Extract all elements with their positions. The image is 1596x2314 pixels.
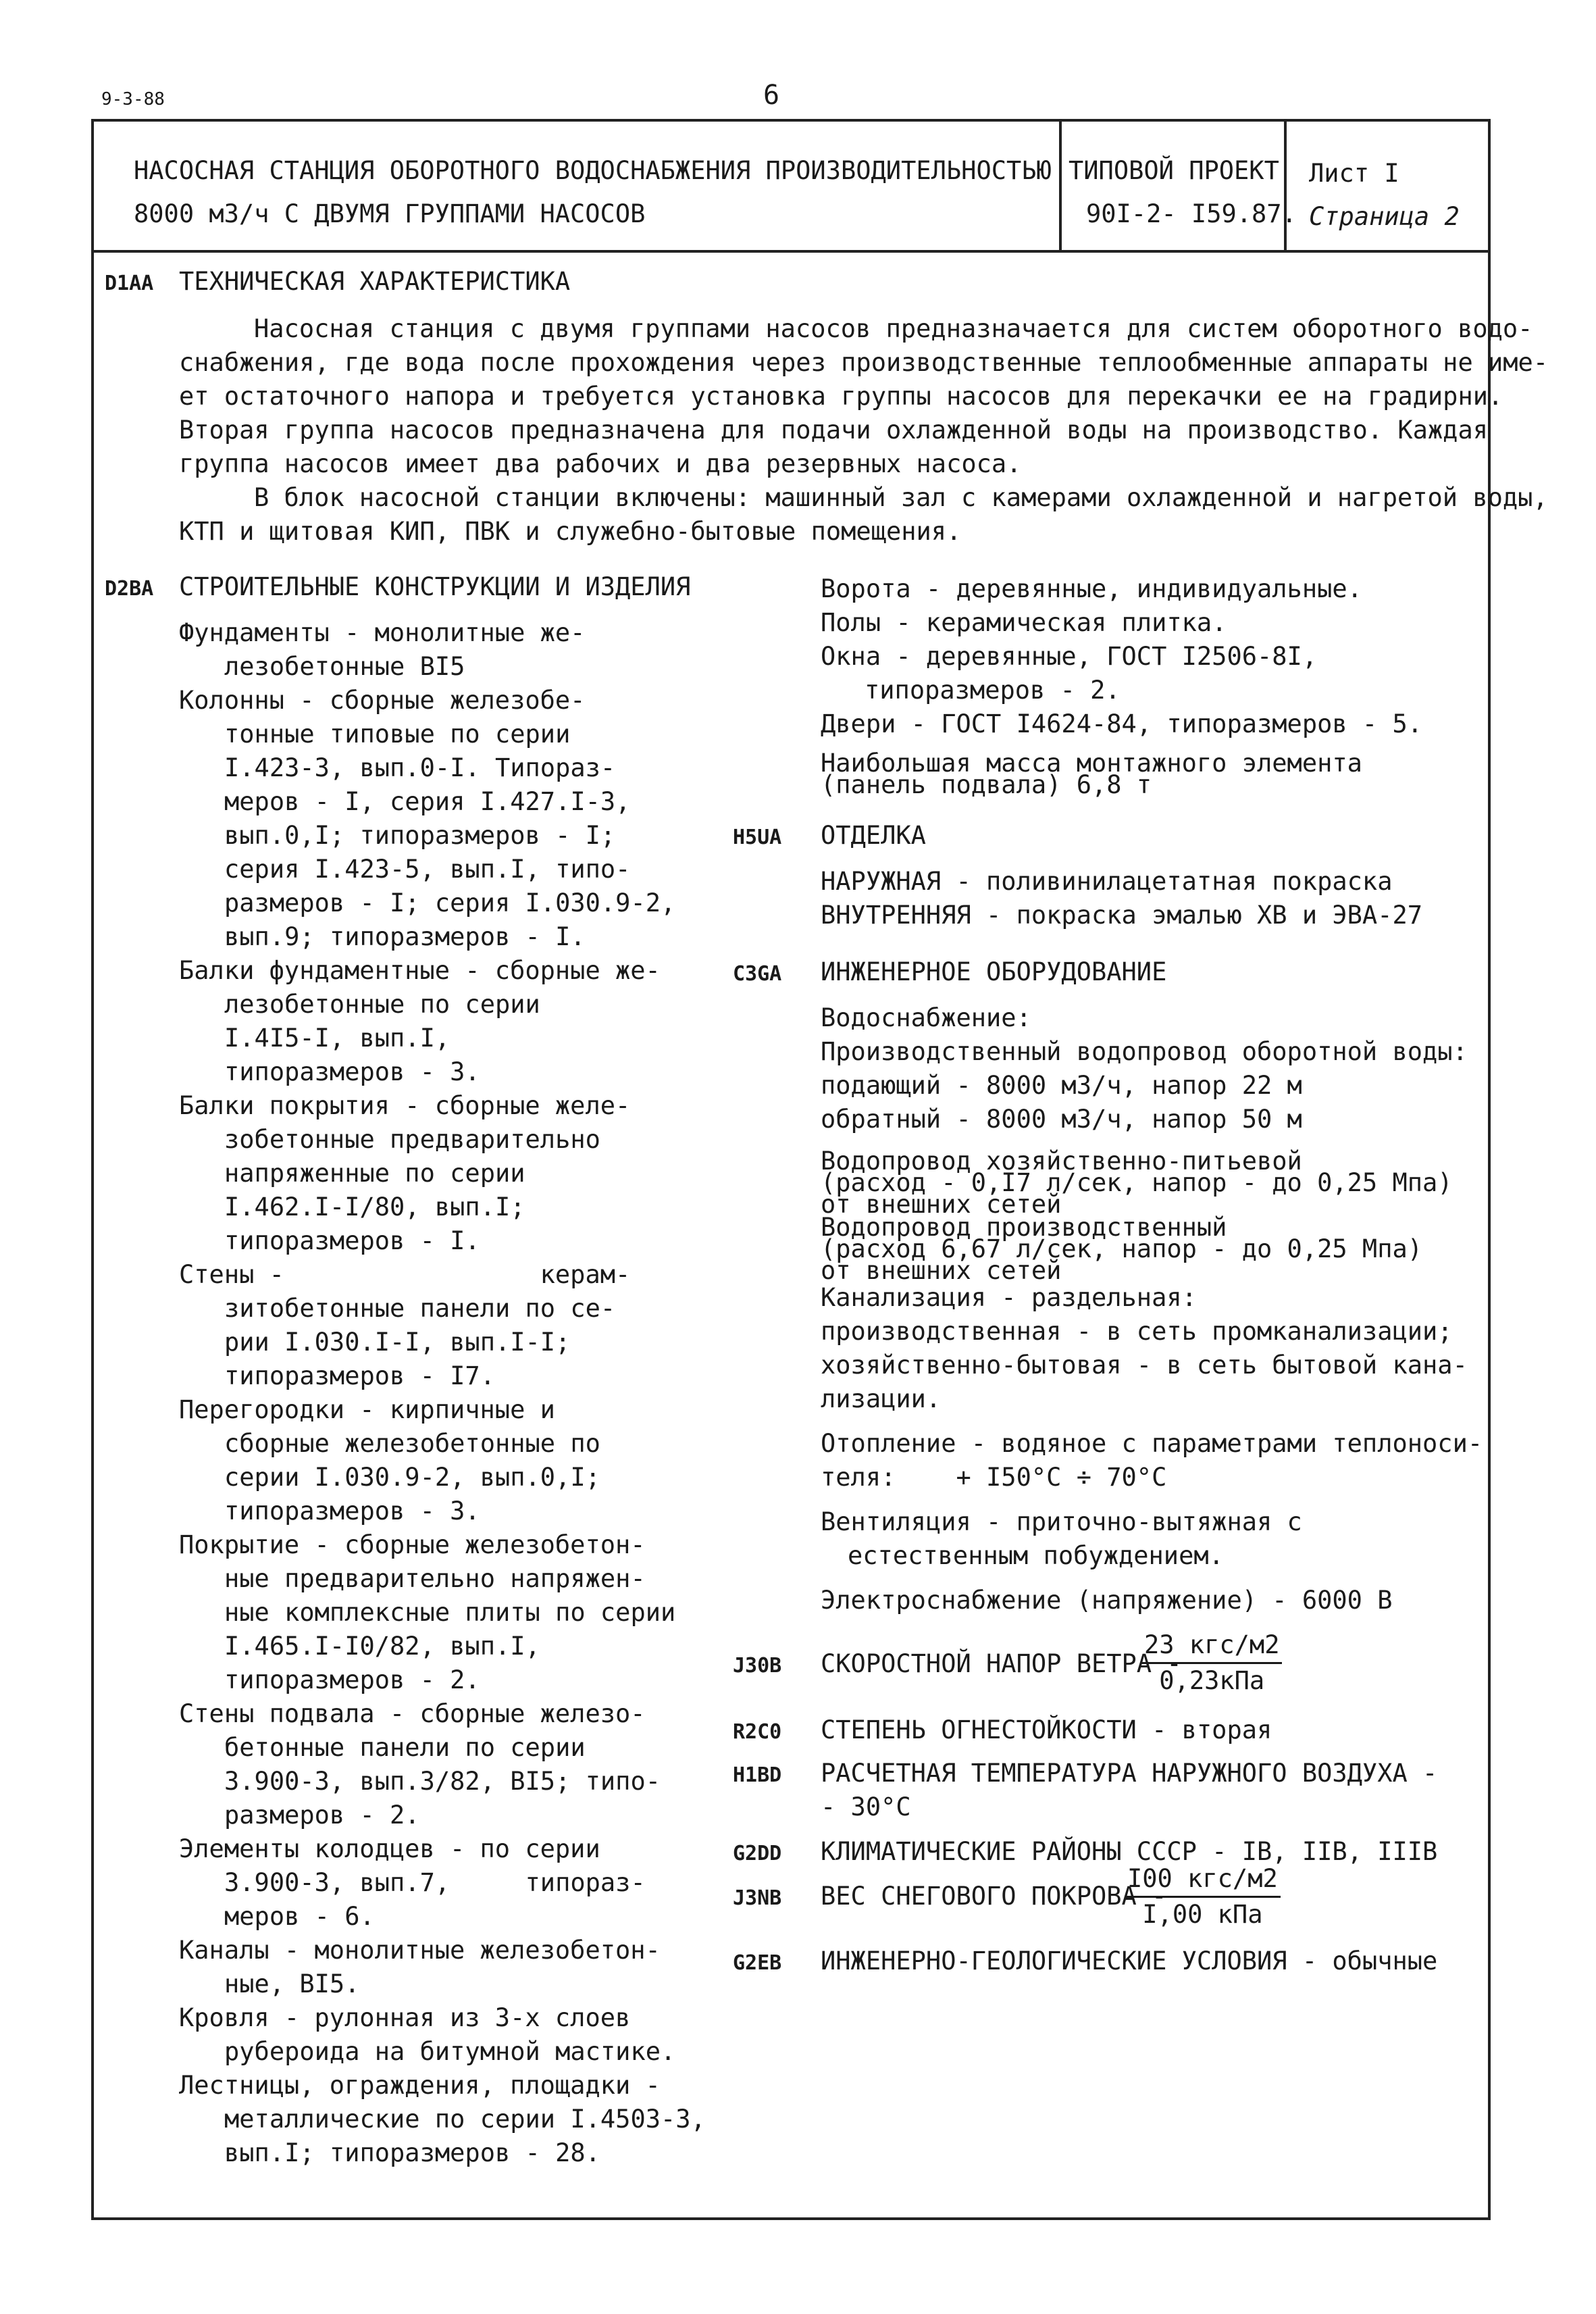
section-code: D1AA	[105, 272, 154, 295]
list-item: Отопление - водяное с параметрами теплоноси-	[821, 1429, 1483, 1458]
list-item: (расход - 0,I7 л/сек, напор - до 0,25 Мпа)	[821, 1168, 1453, 1197]
list-item: I.462.I-I/80, вып.I;	[224, 1192, 525, 1222]
section-code: D2BA	[105, 577, 154, 601]
list-item: размеров - 2.	[224, 1801, 420, 1830]
list-item: Фундаменты - монолитные же-	[179, 618, 586, 647]
list-item: Электроснабжение (напряжение) - 6000 В	[821, 1586, 1393, 1615]
list-item: лизации.	[821, 1384, 942, 1413]
list-item: 3.900-3, вып.3/82, BI5; типо-	[224, 1767, 661, 1796]
title-line-1: НАСОСНАЯ СТАНЦИЯ ОБОРОТНОГО ВОДОСНАБЖЕНИЯ ПРОИЗВОДИТЕЛЬНОСТЬЮ	[134, 156, 1052, 185]
page-label: Страница 2	[1309, 202, 1460, 231]
list-item: меров - I, серия I.427.I-3,	[224, 787, 631, 816]
list-item: (расход 6,67 л/сек, напор - до 0,25 Мпа)	[821, 1234, 1423, 1263]
wind-numerator: 23 кгс/м2	[1141, 1628, 1282, 1664]
section-heading: ИНЖЕНЕРНОЕ ОБОРУДОВАНИЕ	[821, 957, 1167, 986]
wind-label: СКОРОСТНОЙ НАПОР ВЕТРА -	[821, 1649, 1182, 1678]
list-item: зобетонные предварительно	[224, 1125, 600, 1154]
section-code: R2C0	[733, 1720, 782, 1744]
list-item: ные предварительно напряжен-	[224, 1564, 646, 1593]
header-vline-1	[1059, 119, 1062, 251]
paragraph-line: группа насосов имеет два рабочих и два резервных насоса.	[179, 449, 1022, 478]
project-label: ТИПОВОЙ ПРОЕКТ	[1069, 156, 1279, 185]
wind-denominator: 0,23кПа	[1159, 1666, 1265, 1695]
paragraph-line: КТП и щитовая КИП, ПВК и служебно-бытовые помещения.	[179, 517, 962, 546]
list-item: серия I.423-5, вып.I, типо-	[224, 855, 631, 884]
list-item: теля: + I50°С ÷ 70°С	[821, 1463, 1167, 1492]
section-code: H5UA	[733, 826, 782, 849]
list-item: I.4I5-I, вып.I,	[224, 1024, 451, 1053]
paragraph-line: В блок насосной станции включены: машинный зал с камерами охлажденной и нагретой воды,	[254, 483, 1548, 512]
list-item: от внешних сетей	[821, 1190, 1062, 1219]
section-code: G2EB	[733, 1951, 782, 1975]
section-code: H1BD	[733, 1763, 782, 1787]
paragraph-line: ет остаточного напора и требуется установка группы насосов для перекачки ее на градирни.	[179, 382, 1503, 411]
sheet-number: Лист I	[1309, 159, 1399, 188]
list-item: Стены подвала - сборные железо-	[179, 1699, 646, 1728]
list-item: I.423-3, вып.0-I. Типораз-	[224, 753, 616, 782]
list-item: Ворота - деревянные, индивидуальные.	[821, 574, 1362, 603]
fire-resistance: СТЕПЕНЬ ОГНЕСТОЙКОСТИ - вторая	[821, 1715, 1272, 1744]
section-heading: ТЕХНИЧЕСКАЯ ХАРАКТЕРИСТИКА	[179, 267, 571, 296]
snow-numerator: I00 кгс/м2	[1125, 1862, 1281, 1898]
geology-conditions: ИНЖЕНЕРНО-ГЕОЛОГИЧЕСКИЕ УСЛОВИЯ - обычные	[821, 1946, 1438, 1976]
snow-label: ВЕС СНЕГОВОГО ПОКРОВА -	[821, 1882, 1167, 1911]
list-item: Двери - ГОСТ I4624-84, типоразмеров - 5.	[821, 709, 1423, 738]
temperature-line-2: - 30°С	[821, 1792, 911, 1821]
list-item: от внешних сетей	[821, 1256, 1062, 1285]
list-item: Стены - керам-	[179, 1260, 631, 1289]
snow-fraction	[1125, 1862, 1281, 1932]
list-item: меров - 6.	[224, 1902, 375, 1931]
list-item: I.465.I-I0/82, вып.I,	[224, 1632, 540, 1661]
document-code: 9-3-88	[101, 89, 165, 109]
list-item: типоразмеров - I.	[224, 1226, 480, 1255]
list-item: Канализация - раздельная:	[821, 1283, 1197, 1312]
list-item: Каналы - монолитные железобетон-	[179, 1936, 661, 1965]
list-item: тонные типовые по серии	[224, 720, 571, 749]
list-item: сборные железобетонные по	[224, 1429, 600, 1458]
list-item: Производственный водопровод оборотной воды:	[821, 1037, 1468, 1066]
list-item: Элементы колодцев - по серии	[179, 1834, 600, 1863]
wind-fraction	[1141, 1628, 1282, 1698]
list-item: типоразмеров - I7.	[224, 1361, 495, 1390]
list-item: Балки покрытия - сборные желе-	[179, 1091, 631, 1120]
list-item: Перегородки - кирпичные и	[179, 1395, 555, 1424]
section-code: C3GA	[733, 962, 782, 986]
header-divider	[91, 250, 1491, 253]
list-item: хозяйственно-бытовая - в сеть бытовой кана-	[821, 1351, 1468, 1380]
list-item: Водопровод производственный	[821, 1213, 1227, 1242]
list-item: 3.900-3, вып.7, типораз-	[224, 1868, 646, 1897]
list-item: рии I.030.I-I, вып.I-I;	[224, 1328, 571, 1357]
list-item: металлические по серии I.4503-3,	[224, 2105, 706, 2134]
paragraph-line: снабжения, где вода после прохождения через производственные теплообменные аппараты не име-	[179, 348, 1549, 377]
list-item: Водоснабжение:	[821, 1003, 1031, 1032]
header-vline-2	[1284, 119, 1287, 251]
list-item: типоразмеров - 3.	[224, 1496, 480, 1526]
list-item: лезобетонные BI5	[224, 652, 465, 681]
list-item: ные комплексные плиты по серии	[224, 1598, 676, 1627]
list-item: Колонны - сборные железобе-	[179, 686, 586, 715]
list-item: размеров - I; серия I.030.9-2,	[224, 888, 676, 917]
list-item: Покрытие - сборные железобетон-	[179, 1530, 646, 1559]
paragraph-line: Насосная станция с двумя группами насосов предназначается для систем оборотного водо-	[254, 314, 1533, 343]
list-item: бетонные панели по серии	[224, 1733, 586, 1762]
list-item: Лестницы, ограждения, площадки -	[179, 2071, 661, 2100]
list-item: ВНУТРЕННЯЯ - покраска эмалью ХВ и ЭВА-27	[821, 901, 1423, 930]
list-item: Полы - керамическая плитка.	[821, 608, 1227, 637]
list-item: подающий - 8000 м3/ч, напор 22 м	[821, 1071, 1302, 1100]
page-number: 6	[763, 80, 780, 111]
project-number: 90I-2- I59.87.	[1086, 199, 1297, 228]
list-item: производственная - в сеть промканализации;	[821, 1317, 1453, 1346]
list-item: Водопровод хозяйственно-питьевой	[821, 1147, 1302, 1176]
list-item: типоразмеров - 3.	[224, 1057, 480, 1086]
list-item: Наибольшая масса монтажного элемента	[821, 749, 1362, 778]
list-item: зитобетонные панели по се-	[224, 1294, 616, 1323]
list-item: серии I.030.9-2, вып.0,I;	[224, 1463, 600, 1492]
list-item: (панель подвала) 6,8 т	[821, 770, 1152, 799]
list-item: НАРУЖНАЯ - поливинилацетатная покраска	[821, 867, 1393, 896]
list-item: рубероида на битумной мастике.	[224, 2037, 676, 2066]
temperature-line-1: РАСЧЕТНАЯ ТЕМПЕРАТУРА НАРУЖНОГО ВОЗДУХА -	[821, 1759, 1438, 1788]
paragraph-line: Вторая группа насосов предназначена для подачи охлажденной воды на производство. Каждая	[179, 416, 1489, 445]
list-item: лезобетонные по серии	[224, 990, 540, 1019]
section-code: G2DD	[733, 1842, 782, 1865]
list-item: Балки фундаментные - сборные же-	[179, 956, 661, 985]
section-code: J3NB	[733, 1886, 782, 1910]
list-item: ные, BI5.	[224, 1969, 360, 1998]
snow-denominator: I,00 кПа	[1142, 1900, 1263, 1929]
list-item: естественным побуждением.	[848, 1541, 1224, 1570]
list-item: вып.9; типоразмеров - I.	[224, 922, 586, 951]
list-item: типоразмеров - 2.	[224, 1665, 480, 1694]
section-code: J30B	[733, 1654, 782, 1678]
climate-regions: КЛИМАТИЧЕСКИЕ РАЙОНЫ СССР - IB, IIB, IIIB	[821, 1837, 1438, 1866]
title-line-2: 8000 м3/ч С ДВУМЯ ГРУППАМИ НАСОСОВ	[134, 199, 646, 228]
section-heading: СТРОИТЕЛЬНЫЕ КОНСТРУКЦИИ И ИЗДЕЛИЯ	[179, 572, 691, 601]
section-heading: ОТДЕЛКА	[821, 821, 926, 850]
list-item: Окна - деревянные, ГОСТ I2506-8I,	[821, 642, 1318, 671]
list-item: обратный - 8000 м3/ч, напор 50 м	[821, 1105, 1302, 1134]
list-item: Вентиляция - приточно-вытяжная с	[821, 1507, 1302, 1536]
list-item: напряженные по серии	[224, 1159, 525, 1188]
list-item: типоразмеров - 2.	[865, 676, 1121, 705]
list-item: Кровля - рулонная из 3-х слоев	[179, 2003, 631, 2032]
list-item: вып.0,I; типоразмеров - I;	[224, 821, 616, 850]
list-item: вып.I; типоразмеров - 28.	[224, 2138, 600, 2167]
